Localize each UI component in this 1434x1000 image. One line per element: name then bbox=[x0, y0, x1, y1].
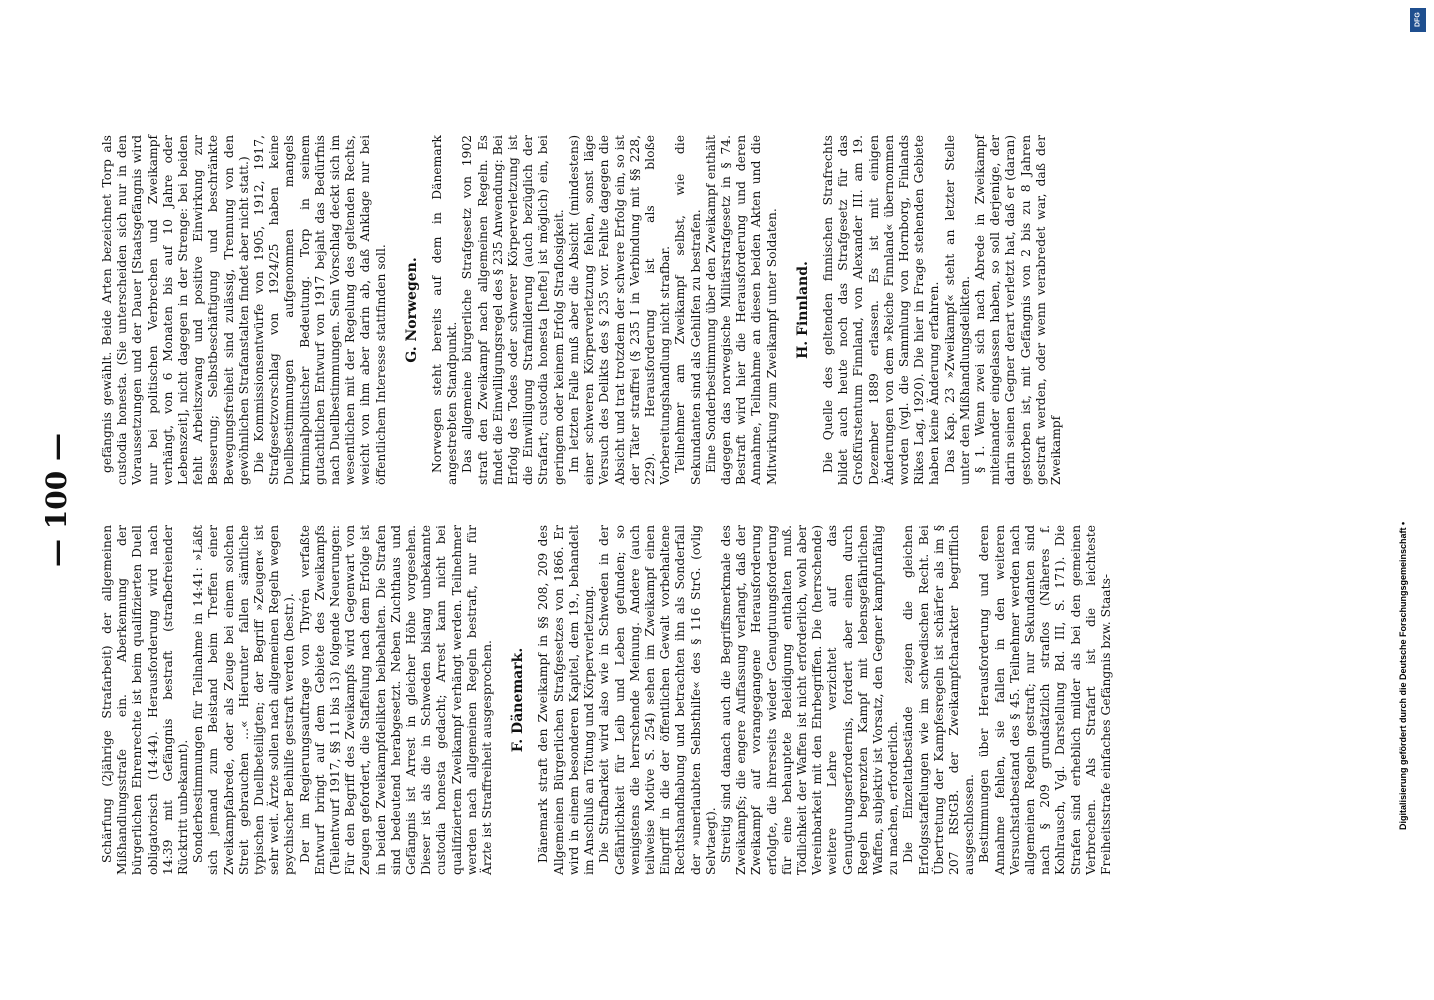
paragraph: § 1. Wenn zwei sich nach Abrede in Zweikampf miteinander eingelassen haben, so soll derjenige, der darin seinen Gegner derart verletzt hat, daß er (daran) gestorben ist, mit Gefängnis von 2 bis zu 8 Jahren gestraft werden, oder wenn verabredet war, daß der Zweikampf bbox=[972, 135, 1063, 485]
right-column bbox=[100, 135, 1064, 485]
paragraph: Eine Sonderbestimmung über den Zweikampf enthält dagegen das norwegische Militärstrafgesetz in § 74. Bestraft wird hier die Herausforderung und deren Annahme, Teilnahme an diesen beiden Akten und die Mitwirkung zum Zweikampf unter Soldaten. bbox=[703, 135, 779, 485]
paragraph: gefängnis gewählt. Beide Arten bezeichnet Torp als custodia honesta. (Sie unterscheiden sich nur in den Voraussetzungen und der Dauer [Staatsgefängnis wird nur bei politischen Verbrechen und Zweikampf verhängt, von 6 Monaten bis auf 10 Jahre oder Lebenszeit], nicht dagegen in der Strenge: bei beiden fehlt Arbeitszwang und positive Einwirkung zur Besserung; Selbstbeschäftigung und beschränkte Bewegungsfreiheit sind zulässig, Trennung von den gewöhnlichen Strafanstalten findet aber nicht statt.) bbox=[100, 135, 251, 485]
paragraph: Bestimmungen über Herausforderung und deren Annahme fehlen, sie fallen in den weiteren Versuchstatbestand des § 45. Teilnehmer werden nach allgemeinen Regeln gestraft; nur Sekundanten sind nach § 209 grundsätzlich straflos (Näheres f. Kohlrausch, Vgl. Darstellung Bd. III, S. 171). Die Strafen sind erheblich milder als bei den gemeinen Verbrechen. Als Strafart ist die leichteste Freiheitsstrafe einfaches Gefängnis bzw. Staats- bbox=[977, 525, 1113, 875]
digitization-note bbox=[1398, 0, 1428, 1000]
paragraph: Das Kap. 23 »Zweikampf« steht an letzter Stelle unter den Mißhandlungsdelikten. bbox=[942, 135, 972, 485]
paragraph: Das allgemeine bürgerliche Strafgesetz von 1902 straft den Zweikampf nach allgemeinen Regeln. Es findet die Einwilligungsregel des § 235 Anwendung: Bei Erfolg des Todes oder schwerer Körperverletzung ist die Einwilligung Strafmilderung (auch bezüglich der Strafart; custodia honesta [hefte] ist möglich) ein, bei geringem oder keinem Erfolg Straflosigkeit. bbox=[460, 135, 566, 485]
paragraph: Norwegen steht bereits auf dem in Dänemark angestrebten Standpunkt. bbox=[430, 135, 460, 485]
paragraph: Teilnehmer am Zweikampf selbst, wie die Sekundanten sind als Gehilfen zu bestrafen. bbox=[673, 135, 703, 485]
paragraph: Im letzten Falle muß aber die Absicht (mindestens) einer schweren Körperverletzung fehlen, sonst läge Versuch des Delikts des § 235 vor. Fehlte dagegen die Absicht und trat trotzdem der schwere Erfolg ein, so ist der Täter straffrei (§ 235 I in Verbindung mit §§ 228, 229). Herausforderung ist als bloße Vorbereitungshandlung nicht strafbar. bbox=[566, 135, 673, 485]
page-number: — 100 — bbox=[40, 433, 73, 567]
paragraph: Dänemark straft den Zweikampf in §§ 208, 209 des Allgemeinen Bürgerlichen Strafgesetzes von 1866. Er wird in einem besonderen Kapitel, dem 19., behandelt im Anschluß an Tötung und Körperverletzung. bbox=[536, 525, 597, 875]
left-column bbox=[100, 525, 1114, 875]
paragraph: Schärfung (2jährige Strafarbeit) der allgemeinen Mißhandlungsstrafe ein. Aberkennung der bürgerlichen Ehrenrechte ist beim qualifizierten Duell obligatorisch (14:44). Herausforderung wird nach 14:39 mit Gefängnis bestraft (strafbefreiender Rücktritt unbekannt). bbox=[100, 525, 191, 875]
section-heading-daenemark: F. Dänemark. bbox=[510, 647, 527, 753]
section-heading-finnland: H. Finnland. bbox=[794, 261, 811, 359]
paragraph: Die Quelle des geltenden finnischen Strafrechts bildet auch heute noch das Strafgesetz für das Großfürstentum Finnland, von Alexander III. am 19. Dezember 1889 erlassen. Es ist mit einigen Änderungen von dem »Reiche Finnland« übernommen worden (vgl. die Sammlung von Hornborg, Finlands Rikes Lag, 1920). Die hier in Frage stehenden Gebiete haben keine Änderung erfahren. bbox=[820, 135, 942, 485]
paragraph: Die Einzeltatbestände zeigen die gleichen Erfolgsstaffelungen wie im schwedischen Recht. Bei Übertretung der Kampfesregeln ist schärfer als im § 207 RStGB. der Zweikampfcharakter begrifflich ausgeschlossen. bbox=[901, 525, 977, 875]
paragraph: Die Strafbarkeit wird also wie in Schweden in der Gefährlichkeit für Leib und Leben gefunden; so wenigstens die herrschende Meinung. Andere (auch teilweise Motive S. 254) sehen im Zweikampf einen Eingriff in die der öffentlichen Gewalt vorbehaltene Rechtshandhabung und betrachten ihn als Sonderfall der »unerlaubten Selbsthilfe« des § 116 StrG. (ovlig Selvtaegt). bbox=[597, 525, 718, 875]
paragraph: Streitig sind danach auch die Begriffsmerkmale des Zweikampfs; die engere Auffassung verlangt, daß der Zweikampf auf vorangegangene Herausforderung erfolgte, die ihrerseits wieder Genugtuungsforderung für eine behauptete Beleidigung enthalten muß. Tödlichkeit der Waffen ist nicht erforderlich, wohl aber Vereinbarkeit mit den Ehrbegriffen. Die (herrschende) weitere Lehre verzichtet auf das Genugtuungserfordernis, fordert aber einen durch Regeln begrenzten Kampf mit lebensgefährlichen Waffen, subjektiv ist Vorsatz, den Gegner kampfunfähig zu machen, erforderlich. bbox=[718, 525, 901, 875]
dfg-logo: DFG bbox=[1410, 8, 1426, 32]
paragraph: Die Kommissionsentwürfe von 1905, 1912, 1917, Strafgesetzvorschlag von 1924/25 haben keine Duellbestimmungen aufgenommen mangels kriminalpolitischer Bedeutung. Torp in seinem gutachtlichen Entwurf von 1917 bejaht das Bedürfnis nach Duellbestimmungen. Sein Vorschlag deckt sich im wesentlichen mit der Regelung des geltenden Rechts, weicht von ihm aber darin ab, daß Anklage nur bei öffentlichem Interesse stattfinden soll. bbox=[252, 135, 388, 485]
paragraph: Der im Regierungsauftrage von Thyrén verfaßte Entwurf bringt auf dem Gebiete des Zweikampfs (Teilentwurf 1917, §§ 11 bis 13) folgende Neuerungen: Für den Begriff des Zweikampfs wird Gegenwart von Zeugen gefordert, die Staffelung nach dem Erfolge ist in beiden Zweikampfdelikten beibehalten. Die Strafen sind bedeutend herabgesetzt. Neben Zuchthaus und Gefängnis ist Arrest in gleicher Höhe vorgesehen. Dieser ist als die in Schweden bislang unbekannte custodia honesta gedacht; Arrest kann nicht bei qualifiziertem Zweikampf verhängt werden. Teilnehmer werden nach allgemeinen Regeln bestraft, nur für Ärzte ist Straffreiheit ausgesprochen. bbox=[297, 525, 495, 875]
digitization-note-text: Digitalisierung gefördert durch die Deutsche Forschungsgemeinschaft • bbox=[1398, 521, 1408, 830]
section-heading-norwegen: G. Norwegen. bbox=[403, 257, 420, 363]
paragraph: Sonderbestimmungen für Teilnahme in 14:41: »Läßt sich jemand zum Beistand beim Treffen einer Zweikampfabrede, oder als Zeuge bei einem solchen Streit gebrauchen ...« Hierunter fallen sämtliche typischen Duellbeteiligten; der Begriff »Zeugen« ist sehr weit. Ärzte sollen nach allgemeinen Regeln wegen psychischer Beihilfe gestraft werden (bestr.). bbox=[191, 525, 297, 875]
